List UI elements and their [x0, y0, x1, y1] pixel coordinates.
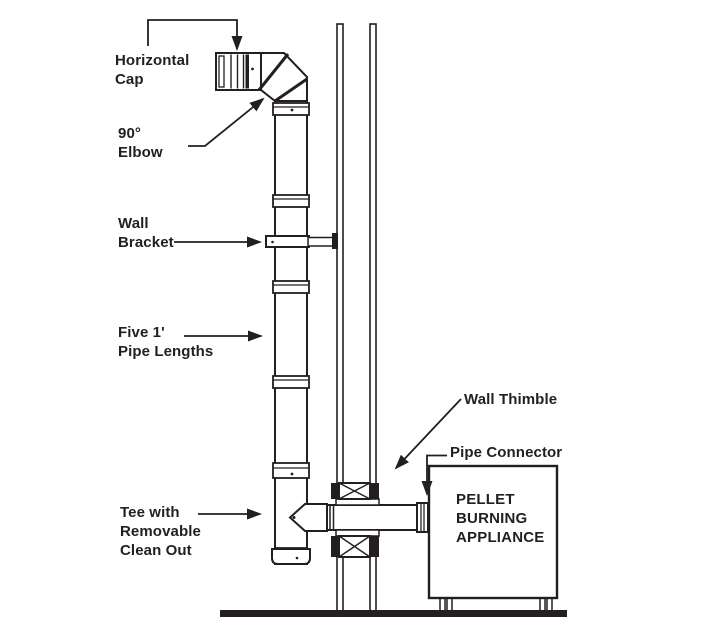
label-pipe-lengths [118, 323, 213, 361]
label-line: Horizontal [115, 52, 190, 69]
label-wall-thimble [464, 390, 557, 409]
label-line: BURNING [456, 510, 528, 527]
label-line: Bracket [118, 234, 174, 251]
pipe-connector-shape [417, 503, 428, 532]
label-line: Five 1' [118, 324, 165, 341]
label-line: Wall [118, 215, 149, 232]
label-line: Removable [120, 523, 201, 540]
label-line: Elbow [118, 144, 163, 161]
label-line: Cap [115, 71, 144, 88]
label-line: Pipe Connector [450, 444, 563, 461]
elbow-leader-arrow [188, 99, 263, 146]
wall-bracket-shape [266, 233, 338, 249]
tee-cleanout-cap [272, 548, 310, 564]
label-line: 90° [118, 125, 141, 142]
vertical-vent-pipe [272, 101, 310, 564]
label-pellet-burning-appliance [456, 490, 544, 547]
label-line: Pipe Lengths [118, 343, 214, 360]
label-line: Clean Out [120, 542, 192, 559]
label-line: PELLET [456, 491, 515, 508]
label-line: Wall Thimble [464, 391, 558, 408]
horizontal-pipe [325, 503, 428, 532]
label-90-elbow [118, 124, 163, 162]
ground-line [220, 610, 567, 617]
horizontal-cap-leader-arrow [148, 20, 237, 49]
label-horizontal-cap [115, 51, 189, 89]
label-line: APPLIANCE [456, 529, 545, 546]
label-tee-cleanout [120, 503, 201, 560]
elbow-shape [259, 53, 307, 101]
label-line: Tee with [120, 504, 180, 521]
label-wall-bracket [118, 214, 174, 252]
horizontal-cap-shape [216, 53, 261, 90]
label-pipe-connector [450, 443, 562, 462]
